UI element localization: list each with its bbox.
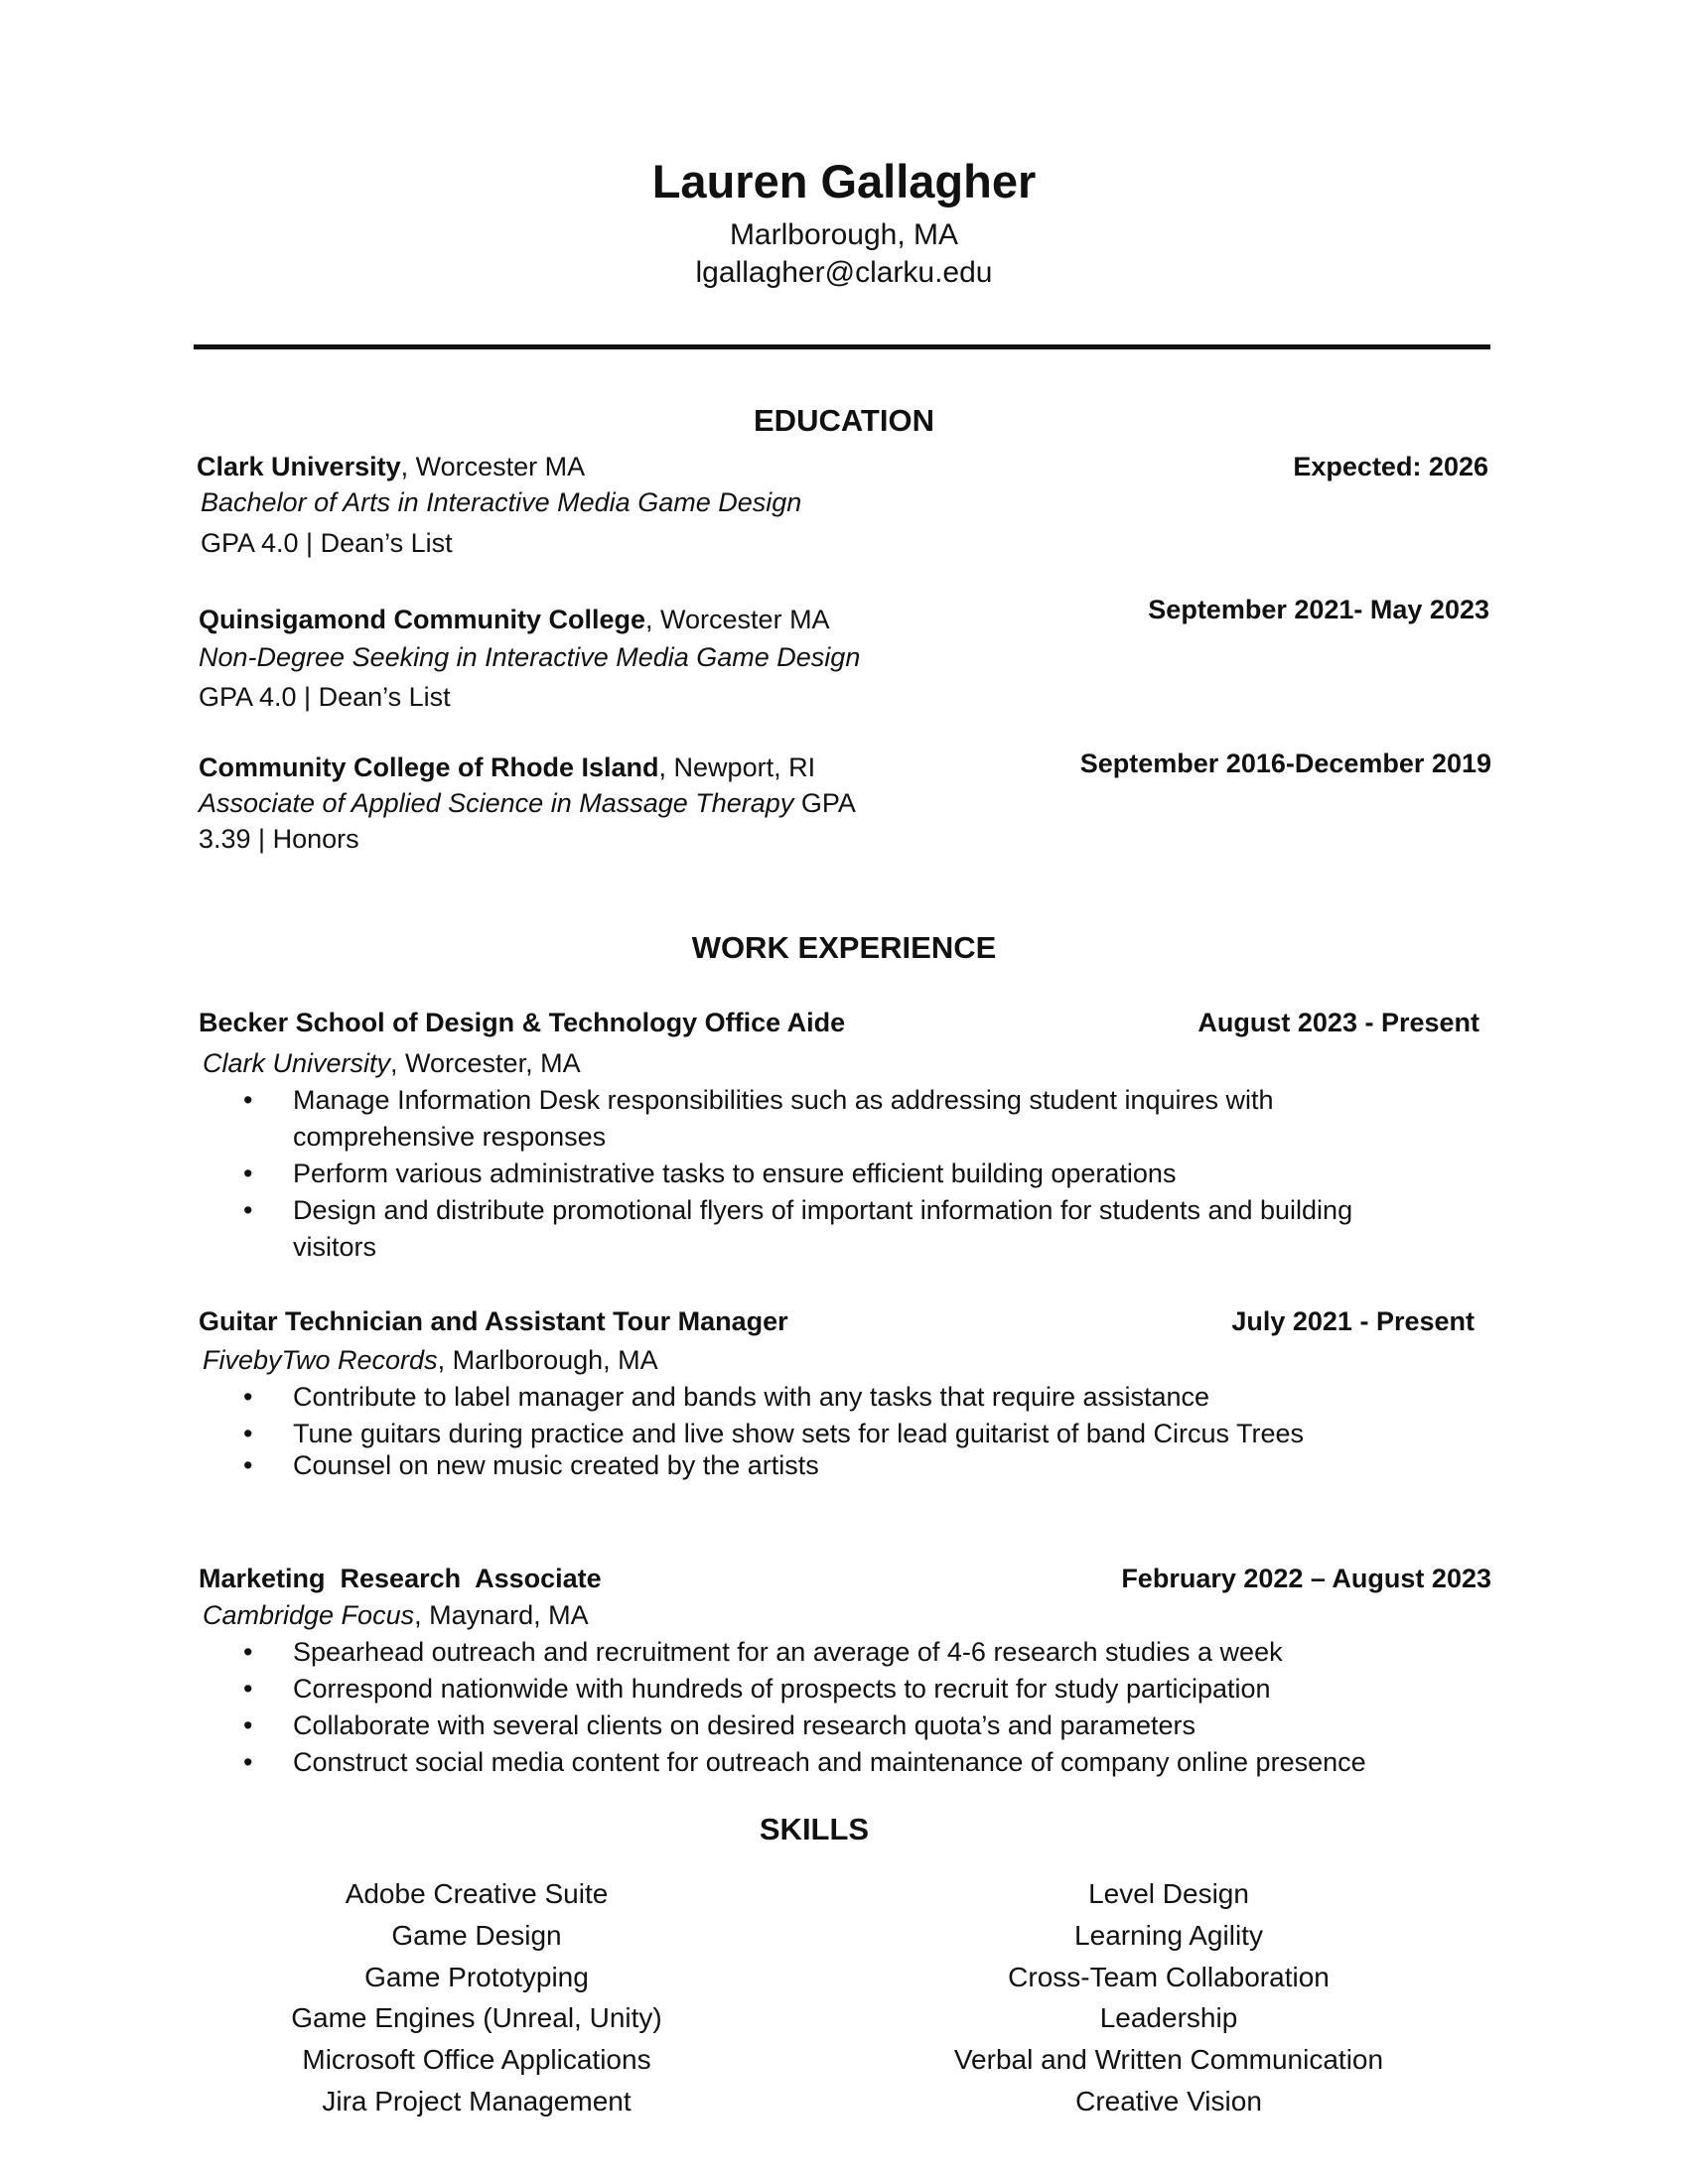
- edu-entry-degree: Bachelor of Arts in Interactive Media Game Design: [201, 487, 802, 517]
- edu-entry-school: [199, 752, 815, 783]
- bullet-icon: •: [243, 1382, 253, 1412]
- education-heading: EDUCATION: [754, 403, 934, 438]
- list-item: [243, 1382, 1484, 1416]
- org-name: Cambridge Focus: [203, 1600, 415, 1630]
- job-org: [203, 1048, 581, 1079]
- bullet-text: comprehensive responses: [293, 1122, 607, 1152]
- edu-entry-date: Expected: 2026: [1293, 452, 1488, 481]
- org-name: Clark University: [203, 1048, 391, 1078]
- bullet-text: Perform various administrative tasks to ensure efficient building operations: [293, 1159, 1177, 1188]
- org-place: , Worcester, MA: [390, 1048, 581, 1078]
- bullet-text: Manage Information Desk responsibilities such as addressing student inquires with: [293, 1085, 1274, 1115]
- skill-item: Cross-Team Collaboration: [1008, 1962, 1330, 1992]
- edu-entry-school: [197, 452, 585, 482]
- edu-entry-note: GPA 4.0 | Dean’s List: [199, 682, 451, 712]
- job-title: Becker School of Design & Technology Office Aide: [199, 1008, 846, 1037]
- edu-entry-note: 3.39 | Honors: [199, 824, 359, 854]
- bullet-text: Design and distribute promotional flyers of important information for students and building: [293, 1195, 1353, 1225]
- bullet-icon: •: [243, 1419, 253, 1448]
- school-place: , Newport, RI: [658, 752, 816, 782]
- edu-entry-degree: [199, 788, 856, 819]
- resume-name: Lauren Gallagher: [651, 155, 1037, 207]
- org-place: , Maynard, MA: [414, 1600, 589, 1630]
- bullet-text: Contribute to label manager and bands with any tasks that require assistance: [293, 1382, 1210, 1412]
- bullet-icon: •: [243, 1085, 253, 1115]
- skill-item: Verbal and Written Communication: [953, 2044, 1384, 2075]
- list-item: [243, 1747, 1484, 1781]
- job-org: [203, 1345, 658, 1376]
- list-item: [243, 1085, 1484, 1119]
- list-item: [243, 1637, 1484, 1671]
- skill-item: Game Design: [391, 1920, 562, 1951]
- skills-heading: SKILLS: [759, 1812, 870, 1846]
- list-item: [243, 1674, 1484, 1707]
- bullet-text: Construct social media content for outreach and maintenance of company online presence: [293, 1747, 1366, 1777]
- bullet-text: Counsel on new music created by the artists: [293, 1450, 819, 1480]
- bullet-text: Tune guitars during practice and live show sets for lead guitarist of band Circus Trees: [293, 1419, 1305, 1448]
- skill-item: Adobe Creative Suite: [345, 1878, 609, 1909]
- job-date: February 2022 – August 2023: [1121, 1564, 1491, 1593]
- skill-item: Learning Agility: [1074, 1920, 1263, 1951]
- org-name: FivebyTwo Records: [203, 1345, 438, 1375]
- bullet-text: Correspond nationwide with hundreds of prospects to recruit for study participation: [293, 1674, 1271, 1704]
- bullet-icon: •: [243, 1674, 253, 1704]
- bullet-icon: •: [243, 1710, 253, 1740]
- job-title: Guitar Technician and Assistant Tour Manager: [199, 1306, 788, 1336]
- bullet-text: Spearhead outreach and recruitment for an average of 4-6 research studies a week: [293, 1637, 1283, 1667]
- degree-name: Associate of Applied Science in Massage Therapy: [199, 788, 794, 818]
- list-item: [243, 1450, 1484, 1484]
- school-place: , Worcester MA: [400, 452, 586, 481]
- bullet-icon: •: [243, 1159, 253, 1188]
- skill-item: Jira Project Management: [322, 2086, 632, 2116]
- school-name: Community College of Rhode Island: [199, 752, 659, 782]
- list-item-continuation: [243, 1232, 1484, 1266]
- job-org: [203, 1600, 589, 1631]
- bullet-icon: •: [243, 1747, 253, 1777]
- skill-item: Leadership: [1099, 2002, 1238, 2033]
- email-address: lgallagher@clarku.edu: [695, 256, 993, 289]
- bullet-icon: •: [243, 1637, 253, 1667]
- edu-entry-date: September 2016-December 2019: [1079, 749, 1491, 778]
- edu-entry-note: GPA 4.0 | Dean’s List: [201, 528, 453, 558]
- org-place: , Marlborough, MA: [437, 1345, 658, 1375]
- skill-item: Creative Vision: [1075, 2086, 1262, 2116]
- skill-item: Game Engines (Unreal, Unity): [291, 2002, 662, 2033]
- location: Marlborough, MA: [729, 218, 959, 251]
- header-divider: [194, 344, 1490, 349]
- edu-entry-degree: Non-Degree Seeking in Interactive Media Game Design: [199, 642, 861, 672]
- edu-entry-school: [199, 605, 830, 635]
- skill-item: Game Prototyping: [364, 1962, 589, 1992]
- bullet-text: visitors: [293, 1232, 377, 1262]
- school-name: Clark University: [197, 452, 401, 481]
- bullet-icon: •: [243, 1195, 253, 1225]
- job-date: July 2021 - Present: [1231, 1306, 1475, 1336]
- list-item: [243, 1419, 1484, 1452]
- job-title: Marketing Research Associate: [199, 1564, 602, 1593]
- school-name: Quinsigamond Community College: [199, 605, 646, 634]
- list-item: [243, 1159, 1484, 1192]
- degree-suffix: GPA: [793, 788, 856, 818]
- job-date: August 2023 - Present: [1197, 1008, 1479, 1037]
- work-heading: WORK EXPERIENCE: [691, 930, 997, 965]
- list-item-continuation: [243, 1122, 1484, 1156]
- skill-item: Level Design: [1088, 1878, 1249, 1909]
- skill-item: Microsoft Office Applications: [302, 2044, 651, 2075]
- bullet-icon: •: [243, 1450, 253, 1480]
- school-place: , Worcester MA: [645, 605, 830, 634]
- list-item: [243, 1710, 1484, 1744]
- edu-entry-date: September 2021- May 2023: [1148, 595, 1489, 624]
- bullet-text: Collaborate with several clients on desired research quota’s and parameters: [293, 1710, 1196, 1740]
- list-item: [243, 1195, 1484, 1229]
